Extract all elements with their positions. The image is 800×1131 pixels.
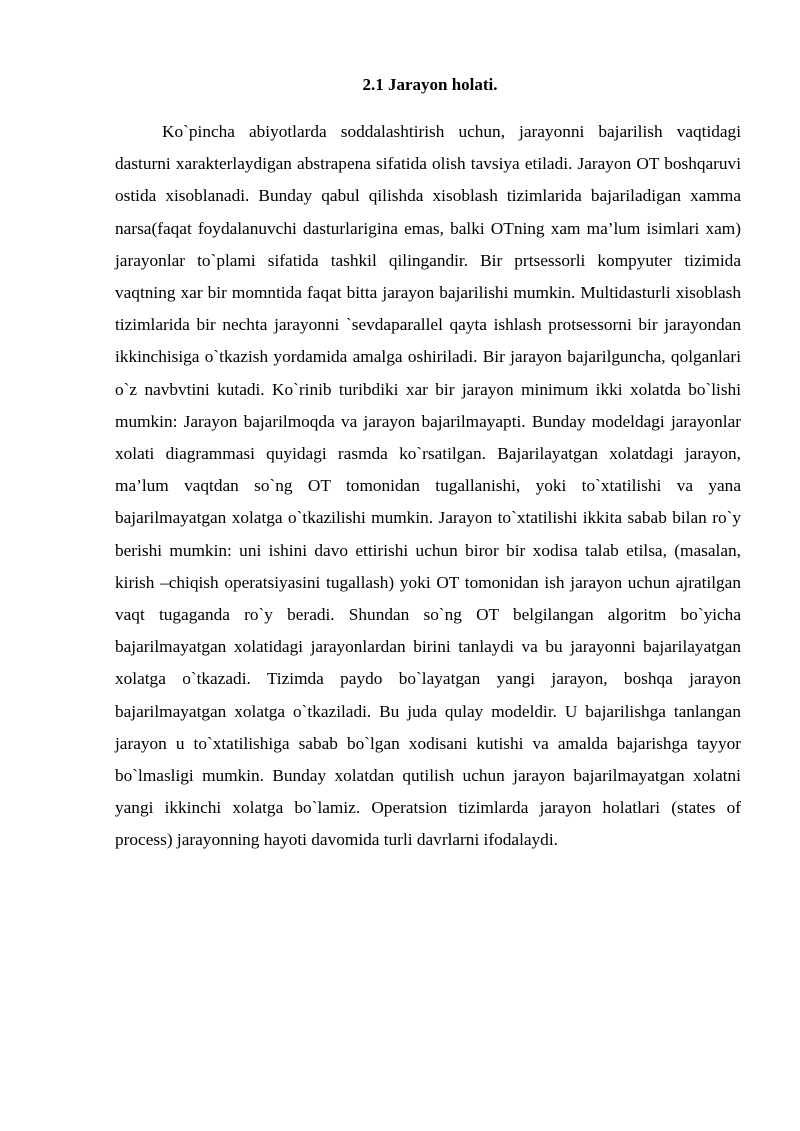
body-paragraph: Ko`pincha abiyotlarda soddalashtirish uchun, jarayonni bajarilish vaqtidagi dasturni xarakterlaydigan abstrapena sifatida olish tavsiya etiladi. Jarayon OT boshqaruvi ostida xisoblanadi. Bunday qabul qilishda xisoblash tizimlarida bajariladigan xamma narsa(faqat foydalanuvchi dasturlarigina emas, balki OTning xam ma’lum isimlari xam) jarayonlar to`plami sifatida tashkil qilingandir. Bir prtsessorli kompyuter tizimida vaqtning xar bir momntida faqat bitta jarayon bajarilishi mumkin. Multidasturli xisoblash tizimlarida bir nechta jarayonni `sevdaparallel qayta ishlash protsessorni bir jarayondan ikkinchisiga o`tkazish yordamida amalga oshiriladi. Bir jarayon bajarilguncha, qolganlari o`z navbvtini kutadi. Ko`rinib turibdiki xar bir jarayon minimum ikki xolatda bo`lishi mumkin: Jarayon bajarilmoqda va jarayon bajarilmayapti. Bunday modeldagi jarayonlar xolati diagrammasi quyidagi rasmda ko`rsatilgan. Bajarilayatgan xolatdagi jarayon, ma’lum vaqtdan so`ng OT tomonidan tugallanishi, yoki to`xtatilishi va yana bajarilmayatgan xolatga o`tkazilishi mumkin. Jarayon to`xtatilishi ikkita sabab bilan ro`y berishi mumkin: uni ishini davo ettirishi uchun biror bir xodisa talab etilsa, (masalan, kirish –chiqish operatsiyasini tugallash) yoki OT tomonidan ish jarayon uchun ajratilgan vaqt tugaganda ro`y beradi. Shundan so`ng OT belgilangan algoritm bo`yicha bajarilmayatgan xolatidagi jarayonlardan birini tanlaydi va bu jarayonni bajarilayatgan xolatga o`tkazadi. Tizimda paydo bo`layatgan yangi jarayon, boshqa jarayon bajarilmayatgan xolatga o`tkaziladi. Bu juda qulay modeldir. U bajarilishga tanlangan jarayon u to`xtatilishiga sabab bo`lgan xodisani kutishi va amalda bajarishga tayyor bo`lmasligi mumkin. Bunday xolatdan qutilish uchun jarayon bajarilmayatgan xolatni yangi ikkinchi xolatga bo`lamiz. Operatsion tizimlarda jarayon holatlari (states of process) jarayonning hayoti davomida turli davrlarni ifodalaydi. xyxy=(115,122,741,850)
section-heading: 2.1 Jarayon holati. xyxy=(362,75,498,94)
